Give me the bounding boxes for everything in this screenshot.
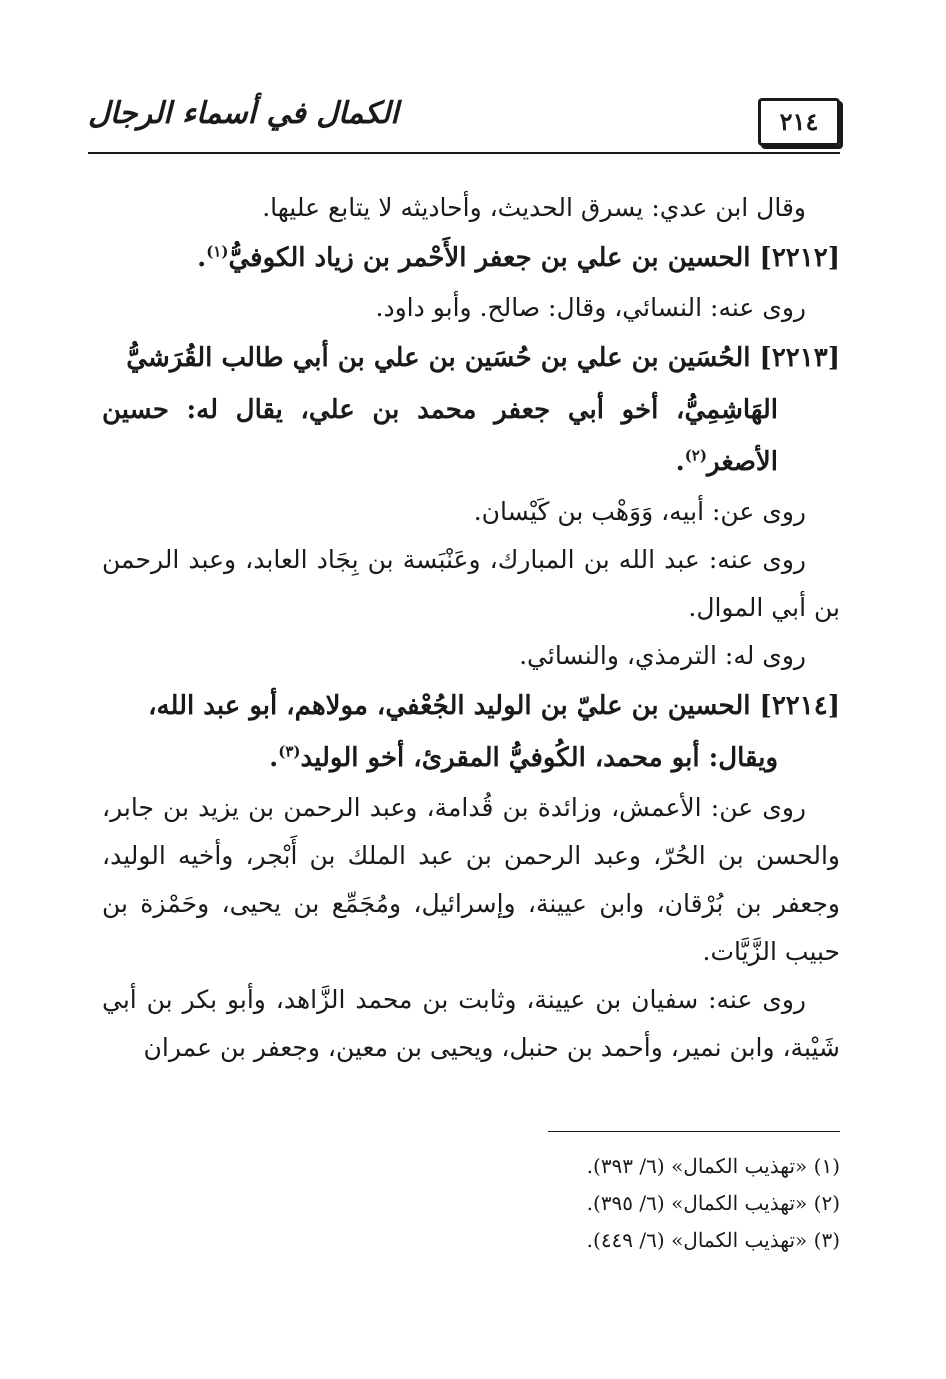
paragraph: روى عن: الأعمش، وزائدة بن قُدامة، وعبد الرحمن بن يزيد بن جابر، والحسن بن الحُرّ، وعبد الرحمن بن عبد الملك بن أَبْجر، وأخيه الوليد، وجعفر بن بُرْقان، وابن عيينة، وإسرائيل، ومُجَمِّع بن يحيى، وحَمْزة بن حبيب الزَّيَّات.	[102, 793, 840, 966]
page-number: ٢١٤	[758, 98, 840, 146]
footnote-ref: (١)	[206, 242, 229, 261]
main-text	[102, 184, 840, 1072]
entry-line: الهَاشِمِيُّ، أخو أبي جعفر محمد بن علي، يقال له: حسين الأصغر	[102, 395, 778, 477]
footnote-ref: (٣)	[278, 742, 301, 761]
footnote-rule	[548, 1131, 840, 1132]
paragraph: روى عنه: النسائي، وقال: صالح. وأبو داود.	[375, 293, 806, 322]
header-rule	[88, 152, 840, 154]
running-title: الكمال في أسماء الرجال	[88, 96, 399, 131]
page-header	[88, 92, 840, 156]
entry-heading-2213: [٢٢١٣] الحُسَين بن علي بن حُسَين بن علي بن أبي طالب القُرَشيُّ الهَاشِمِيُّ، أخو أبي جعفر محمد بن علي، يقال له: حسين الأصغر$^{(٢)}$.	[102, 343, 840, 477]
entry-heading-2214: [٢٢١٤] الحسين بن عليّ بن الوليد الجُعْفي، مولاهم، أبو عبد الله، ويقال: أبو محمد، الكُوفيُّ المقرئ، أخو الوليد$^{(٣)}$.	[148, 691, 840, 773]
entry-line: [٢٢١٤] الحسين بن عليّ بن الوليد الجُعْفي، مولاهم، أبو عبد الله،	[148, 691, 840, 721]
paragraph: روى عنه: سفيان بن عيينة، وثابت بن محمد الزَّاهد، وأبو بكر بن أبي شَيْبة، وابن نمير، وأحمد بن حنبل، ويحيى بن معين، وجعفر بن عمران	[102, 985, 840, 1062]
footnote-ref: (٢)	[684, 446, 707, 465]
footnote: (١) «تهذيب الكمال» (٦/ ٣٩٣).	[586, 1154, 840, 1178]
footnote: (٢) «تهذيب الكمال» (٦/ ٣٩٥).	[586, 1191, 840, 1215]
paragraph: روى عنه: عبد الله بن المبارك، وعَنْبَسة بن بِجَاد العابد، وعبد الرحمن بن أبي الموال.	[102, 545, 840, 622]
footnote: (٣) «تهذيب الكمال» (٦/ ٤٤٩).	[586, 1228, 840, 1252]
footnotes	[400, 1148, 840, 1259]
entry-text: [٢٢١٢] الحسين بن علي بن جعفر الأَحْمر بن زياد الكوفيُّ	[228, 243, 840, 273]
entry-heading-2212: [٢٢١٢] الحسين بن علي بن جعفر الأَحْمر بن زياد الكوفيُّ$^{(١)}$.	[197, 242, 840, 273]
paragraph: وقال ابن عدي: يسرق الحديث، وأحاديثه لا يتابع عليها.	[262, 193, 806, 222]
entry-line: [٢٢١٣] الحُسَين بن علي بن حُسَين بن علي بن أبي طالب القُرَشيُّ	[126, 343, 840, 373]
paragraph: روى له: الترمذي، والنسائي.	[519, 641, 806, 670]
paragraph: روى عن: أبيه، وَوَهْب بن كَيْسان.	[473, 497, 806, 526]
entry-line: ويقال: أبو محمد، الكُوفيُّ المقرئ، أخو الوليد	[300, 743, 778, 773]
